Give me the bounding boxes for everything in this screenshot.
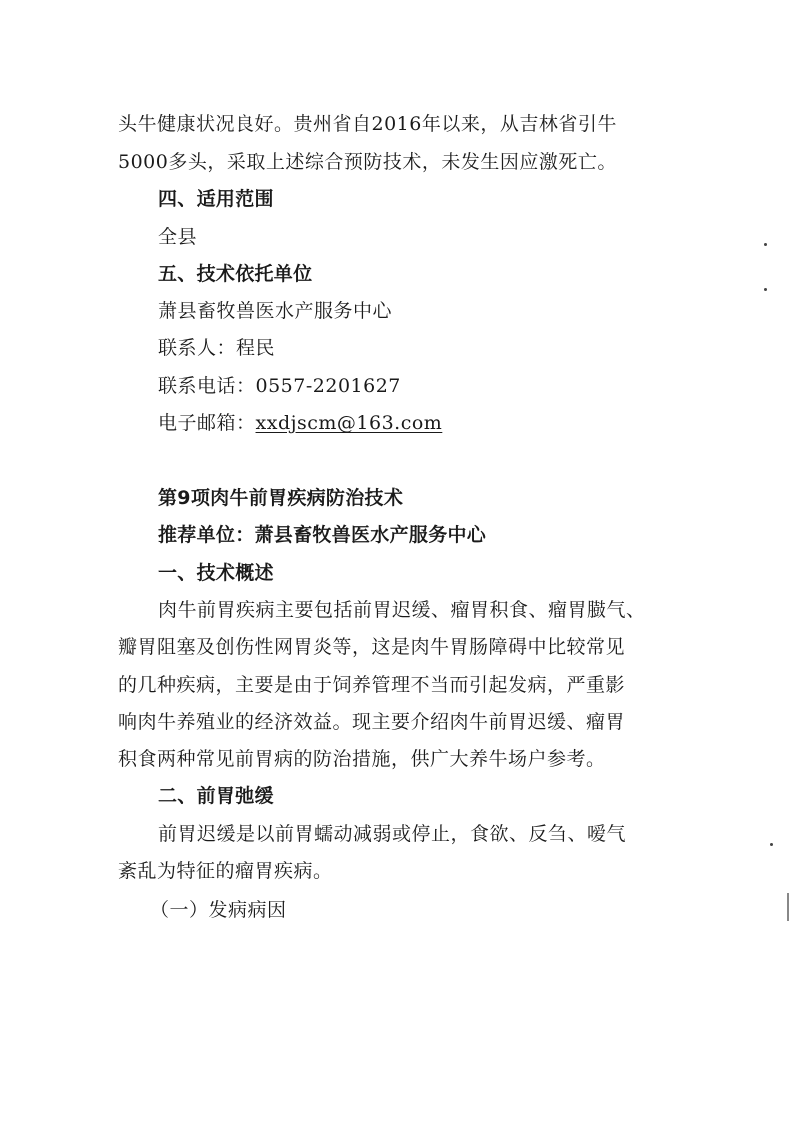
- contact-person: 联系人：程民: [158, 337, 276, 359]
- forestomach-line-2: 紊乱为特征的瘤胃疾病。: [118, 860, 333, 882]
- scope-text: 全县: [158, 226, 198, 248]
- forestomach-line-1: 前胃迟缓是以前胃蠕动减弱或停止，食欲、反刍、嗳气: [158, 823, 627, 845]
- overview-line-5: 积食两种常见前胃病的防治措施，供广大养牛场户参考。: [118, 748, 606, 770]
- overview-line-4: 响肉牛养殖业的经济效益。现主要介绍肉牛前胃迟缓、瘤胃: [118, 711, 626, 733]
- section-heading-overview: 一、技术概述: [158, 562, 274, 584]
- overview-line-1: 肉牛前胃疾病主要包括前胃迟缓、瘤胃积食、瘤胃臌气、: [158, 599, 646, 621]
- contact-email-row: [158, 411, 442, 435]
- email-link[interactable]: xxdjscm@163.com: [255, 412, 443, 434]
- contact-phone: 联系电话：0557-2201627: [158, 375, 401, 397]
- scan-speck: [770, 843, 773, 846]
- scan-edge-mark: [787, 893, 789, 921]
- support-unit-name: 萧县畜牧兽医水产服务中心: [158, 300, 393, 322]
- item-title: 第9项肉牛前胃疾病防治技术: [158, 487, 404, 509]
- body-line-1: 头牛健康状况良好。贵州省自2016年以来，从吉林省引牛: [118, 113, 617, 135]
- email-label: 电子邮箱：: [158, 412, 256, 434]
- section-heading-scope: 四、适用范围: [158, 188, 274, 210]
- recommending-unit: 推荐单位：萧县畜牧兽医水产服务中心: [158, 524, 487, 546]
- overview-line-3: 的几种疾病，主要是由于饲养管理不当而引起发病，严重影: [118, 674, 626, 696]
- body-line-2: 5000多头，采取上述综合预防技术，未发生因应激死亡。: [118, 151, 617, 173]
- subheading-cause: （一）发病病因: [150, 899, 287, 921]
- scan-speck: [764, 288, 767, 291]
- scan-speck: [764, 243, 767, 246]
- section-heading-forestomach: 二、前胃弛缓: [158, 785, 274, 807]
- overview-line-2: 瓣胃阻塞及创伤性网胃炎等，这是肉牛胃肠障碍中比较常见: [118, 636, 626, 658]
- section-heading-support-unit: 五、技术依托单位: [158, 263, 313, 285]
